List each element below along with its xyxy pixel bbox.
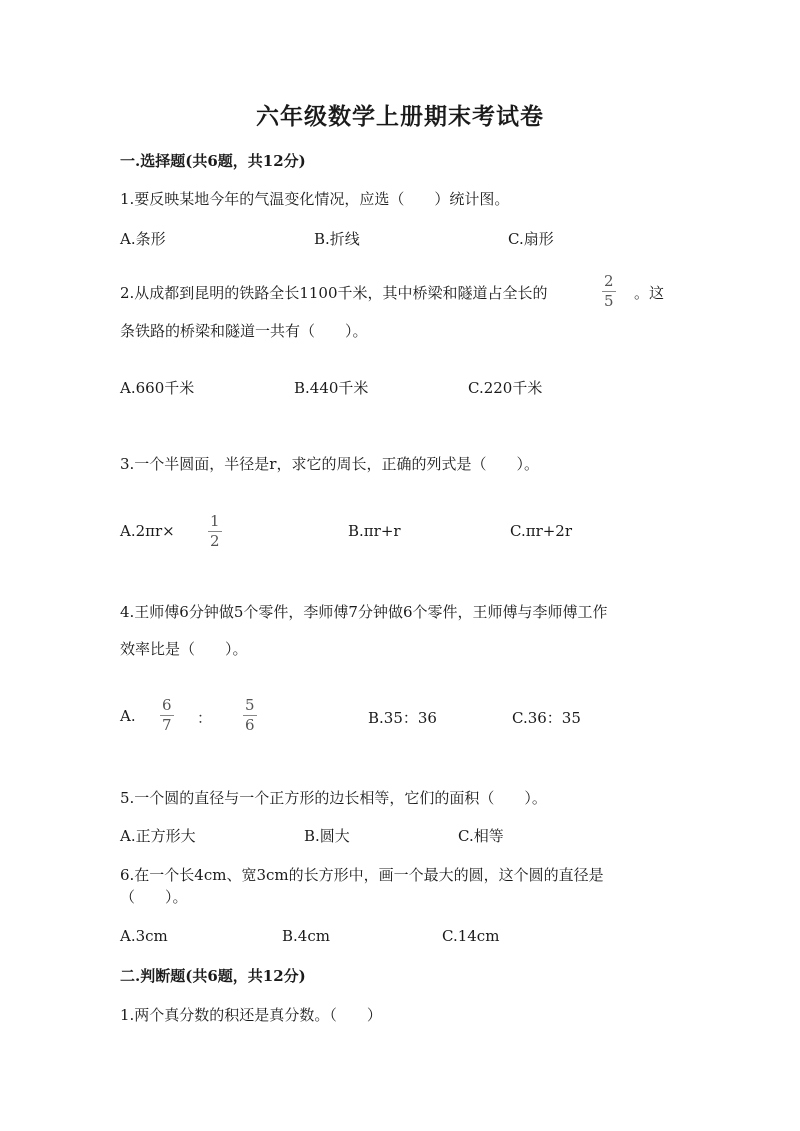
question-3-stem: 3.一个半圆面，半径是r，求它的周长，正确的列式是（ ）。 (120, 455, 539, 473)
page-title: 六年级数学上册期末考试卷 (256, 103, 544, 130)
question-2-option-c: C.220千米 (468, 379, 543, 397)
fraction-denominator: 7 (162, 716, 172, 734)
question-6-option-b: B.4cm (282, 927, 330, 945)
question-6-option-c: C.14cm (442, 927, 500, 945)
question-4-option-a-fraction-1 (160, 698, 174, 733)
fraction-numerator: 6 (162, 696, 172, 714)
question-4-option-c: C.36：35 (512, 709, 581, 727)
fraction-numerator: 2 (604, 272, 614, 290)
question-5-option-a: A.正方形大 (120, 827, 196, 845)
question-1-option-b: B.折线 (314, 230, 360, 248)
question-4-option-a-colon: ： (197, 709, 213, 727)
fraction-denominator: 2 (210, 532, 220, 550)
question-6-option-a: A.3cm (120, 927, 168, 945)
question-2-option-a: A.660千米 (120, 379, 195, 397)
section-heading-judgement: 二.判断题(共6题，共12分) (120, 967, 306, 985)
question-1-stem: 1.要反映某地今年的气温变化情况，应选（ ）统计图。 (120, 190, 510, 208)
question-5-option-c: C.相等 (458, 827, 504, 845)
judgement-question-1-stem: 1.两个真分数的积还是真分数。（ ） (120, 1006, 382, 1024)
question-6-stem-line1: 6.在一个长4cm、宽3cm的长方形中，画一个最大的圆，这个圆的直径是 (120, 866, 604, 884)
question-2-fraction (602, 274, 616, 309)
question-2-option-b: B.440千米 (294, 379, 369, 397)
fraction-denominator: 6 (245, 716, 255, 734)
question-4-option-a-fraction-2 (243, 698, 257, 733)
fraction-numerator: 1 (210, 512, 220, 530)
question-4-option-a-label: A. (120, 707, 136, 725)
question-3-option-b: B.πr+r (348, 522, 401, 540)
question-1-option-c: C.扇形 (508, 230, 554, 248)
question-2-stem-line1: 2.从成都到昆明的铁路全长1100千米，其中桥梁和隧道占全长的 (120, 284, 548, 302)
fraction-numerator: 5 (245, 696, 255, 714)
section-heading-choice: 一.选择题(共6题，共12分) (120, 152, 306, 170)
question-3-option-a-fraction (208, 514, 222, 549)
question-1-option-a: A.条形 (120, 230, 166, 248)
question-6-stem-line2: （ ）。 (120, 888, 188, 906)
question-3-option-a: A.2πr× (120, 522, 175, 540)
question-4-stem-line1: 4.王师傅6分钟做5个零件，李师傅7分钟做6个零件，王师傅与李师傅工作 (120, 603, 608, 621)
question-4-stem-line2: 效率比是（ ）。 (120, 640, 248, 658)
question-2-stem-line1-end: 。这 (634, 284, 665, 302)
question-5-option-b: B.圆大 (304, 827, 350, 845)
question-2-stem-line2: 条铁路的桥梁和隧道一共有（ ）。 (120, 322, 368, 340)
question-3-option-c: C.πr+2r (510, 522, 573, 540)
fraction-denominator: 5 (604, 292, 614, 310)
question-5-stem: 5.一个圆的直径与一个正方形的边长相等，它们的面积（ ）。 (120, 789, 547, 807)
question-4-option-b: B.35：36 (368, 709, 437, 727)
